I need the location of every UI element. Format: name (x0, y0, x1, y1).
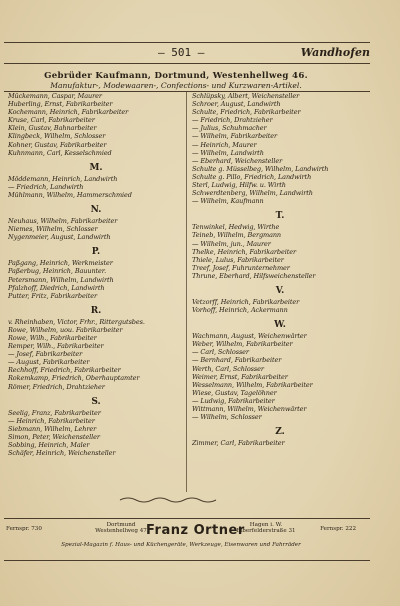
directory-entry: Klein, Gustav, Bahnarbeiter (8, 124, 97, 133)
directory-entry: Schulte, Friedrich, Fabrikarbeiter (192, 108, 301, 117)
directory-entry: Putter, Fritz, Fabrikarbeiter (8, 291, 97, 300)
directory-entry: Mückemann, Caspar, Maurer (8, 92, 102, 100)
directory-entry: Siebmann, Wilhelm, Lehrer (8, 424, 97, 433)
ornament-divider (118, 496, 218, 504)
directory-entry: Teineb, Wilhelm, Bergmann (192, 231, 282, 240)
directory-entry: Rowe, Wilhelm, uou. Fabrikarbeiter (8, 325, 123, 334)
directory-entry: Seelig, Franz, Fabrikarbeiter (8, 408, 101, 417)
page-header (0, 46, 400, 60)
directory-entry: Römer, Friedrich, Drahtzieher (8, 382, 105, 391)
directory-entry: Niemes, Wilhelm, Schlosser (8, 225, 98, 234)
directory-entry: Huberling, Ernst, Fabrikarbeiter (8, 100, 113, 109)
directory-entry: v. Rheinhaben, Victor, Frhr., Rittergutsbes. (8, 317, 145, 326)
directory-entry: — Wilhelm, Kaufmann (192, 197, 264, 206)
directory-entry: — Eberhard, Weichensteller (192, 156, 283, 165)
directory-entry: Klingbeck, Wilhelm, Schlosser (8, 132, 106, 141)
page-number: — 501 — (158, 46, 205, 59)
directory-entry: Thelke, Heinrich, Fabrikarbeiter (192, 247, 296, 256)
directory-entry: Wiese, Gustav, Tagelöhner (192, 388, 277, 397)
directory-entry: Petersmann, Wilhelm, Landwirth (8, 275, 114, 284)
directory-entry: Thiele, Lulus, Fabrikarbeiter (192, 255, 284, 264)
section-letter: P. (91, 247, 101, 258)
directory-entry: Schlüpsky, Albert, Weichensteller (192, 92, 300, 100)
directory-entry: — Friedrich, Landwirth (8, 182, 84, 191)
footer-rule-bottom (4, 560, 370, 561)
directory-entry: — Wilhelm, Schlosser (192, 413, 262, 422)
directory-entry: — Julius, Schuhmacher (192, 124, 267, 133)
directory-entry: — Wilhelm, Landwirth (192, 148, 264, 157)
directory-entry: Treef, Josef, Fuhrunternehmer (192, 263, 290, 272)
footer-street-hagen: Elberfelderstraße 31 (236, 528, 296, 534)
footer-advert (6, 522, 356, 558)
directory-entry: — Wilhelm, jun., Maurer (192, 239, 271, 248)
directory-entry: Nygenmeier, August, Landwirth (8, 233, 111, 242)
directory-entry: — August, Fabrikarbeiter (8, 358, 90, 367)
directory-entry: — Ludwig, Fabrikarbeiter (192, 396, 275, 405)
directory-entry: Schulte g. Müsselbeg, Wilhelm, Landwirth (192, 164, 329, 173)
footer-rule-top (4, 518, 370, 519)
directory-entry: Schwerdtenberg, Wilhelm, Landwirth (192, 189, 313, 198)
left-column (8, 92, 184, 457)
directory-entry: Rokemkamp, Friedrich, Oberhauptamter (8, 374, 140, 383)
directory-entry: Möddemann, Heinrich, Landwirth (8, 174, 118, 183)
directory-entry: Simon, Peter, Weichensteller (8, 432, 100, 441)
footer-phone-right: Fernspr. 222 (320, 526, 356, 532)
directory-entry: Vetzorff, Heinrich, Fabrikarbeiter (192, 297, 300, 306)
directory-entry: Schulte g. Pillo, Friedrich, Landwirth (192, 172, 312, 181)
header-rule-top (4, 42, 370, 43)
right-column (192, 92, 368, 447)
section-letter: R. (90, 305, 102, 316)
directory-entry: Rowe, Wilh., Fabrikarbeiter (8, 333, 97, 342)
footer-street-dortmund: Westenhellweg 47 (95, 528, 147, 534)
directory-entry: Vorhoff, Heinrich, Ackermann (192, 306, 288, 315)
directory-entry: — Friedrich, Drahtzieher (192, 116, 273, 125)
directory-entry: Schäfer, Heinrich, Weichensteller (8, 449, 116, 458)
directory-entry: Zimmer, Carl, Fabrikarbeiter (192, 439, 285, 448)
directory-entry: Sobbing, Heinrich, Maler (8, 441, 90, 449)
directory-entry: Wesselmann, Wilhelm, Fabrikarbeiter (192, 380, 313, 389)
directory-entry: Paßgang, Heinrich, Werkmeister (8, 259, 113, 268)
directory-entry: Weber, Wilhelm, Fabrikarbeiter (192, 340, 293, 349)
directory-entry: Wachmann, August, Weichenwärter (192, 332, 307, 341)
directory-entry: Kohner, Gustav, Fabrikarbeiter (8, 140, 107, 149)
directory-entry: Werth, Carl, Schlosser (192, 364, 264, 373)
section-letter: W. (274, 320, 286, 331)
directory-entry: Kochemann, Heinrich, Fabrikarbeiter (8, 108, 129, 117)
directory-entry: — Josef, Fabrikarbeiter (8, 350, 83, 359)
directory-entry: — Bernhard, Fabrikarbeiter (192, 356, 282, 365)
footer-city-dortmund: Dortmund (106, 522, 136, 528)
footer-tagline: Spezial-Magazin f. Haus- und Küchengeräte, Werkzeuge, Eisenwaren und Fahrräder (61, 542, 301, 548)
directory-entry: Mühlmann, Wilhelm, Hammerschmied (8, 190, 132, 199)
directory-entry: — Heinrich, Fabrikarbeiter (8, 416, 95, 425)
section-letter: Z. (275, 427, 285, 438)
directory-entry: Weimer, Ernst, Fabrikarbeiter (192, 372, 288, 381)
section-letter: T. (275, 211, 285, 222)
footer-phone-left: Fernspr. 730 (6, 526, 42, 532)
directory-entry: Pfalzhoff, Diedrich, Landwirth (8, 283, 105, 292)
section-letter: M. (89, 162, 103, 173)
directory-entry: Sterl, Ludwig, Hilfw. u. Wirth (192, 181, 286, 190)
section-letter: V. (275, 285, 285, 296)
footer-brand: Franz Ortner (146, 523, 245, 538)
directory-entry: — Heinrich, Maurer (192, 140, 257, 149)
directory-entry: Kruse, Carl, Fabrikarbeiter (8, 116, 95, 125)
advert-firm-subtitle: Manufaktur-, Modewaaren-, Confections- und Kurzwaren-Artikel. (50, 81, 302, 90)
footer-city-hagen: Hagen i. W. (249, 522, 283, 528)
directory-entry: Kuhnmann, Carl, Kesselschmied (8, 148, 112, 157)
directory-entry: Wittmann, Wilhelm, Weichenwärter (192, 405, 307, 413)
directory-entry: Paßerbug, Heinrich, Bauunter. (8, 267, 107, 276)
directory-entry: Remper, Wilh., Fabrikarbeiter (8, 342, 104, 351)
place-name: Wandhofen (300, 46, 370, 59)
directory-entry: Rechhoff, Friedrich, Fabrikarbeiter (8, 366, 121, 375)
directory-entry: — Wilhelm, Fabrikarbeiter (192, 132, 278, 141)
header-rule-bottom (4, 63, 370, 64)
directory-entry: Tenwinkel, Hedwig, Wirthe (192, 223, 280, 232)
directory-entry: Thrune, Eberhard, Hilfsweichensteller (192, 271, 316, 280)
advert-firm-name: Gebrüder Kaufmann, Dortmund, Westenhellweg 46. (44, 71, 308, 81)
directory-entry: Neuhaus, Wilhelm, Fabrikarbeiter (8, 217, 118, 226)
directory-entry: — Carl, Schlosser (192, 348, 249, 357)
column-divider (186, 92, 187, 492)
section-letter: S. (91, 396, 101, 407)
section-letter: N. (90, 205, 102, 216)
directory-entry: Schroer, August, Landwirth (192, 100, 281, 109)
